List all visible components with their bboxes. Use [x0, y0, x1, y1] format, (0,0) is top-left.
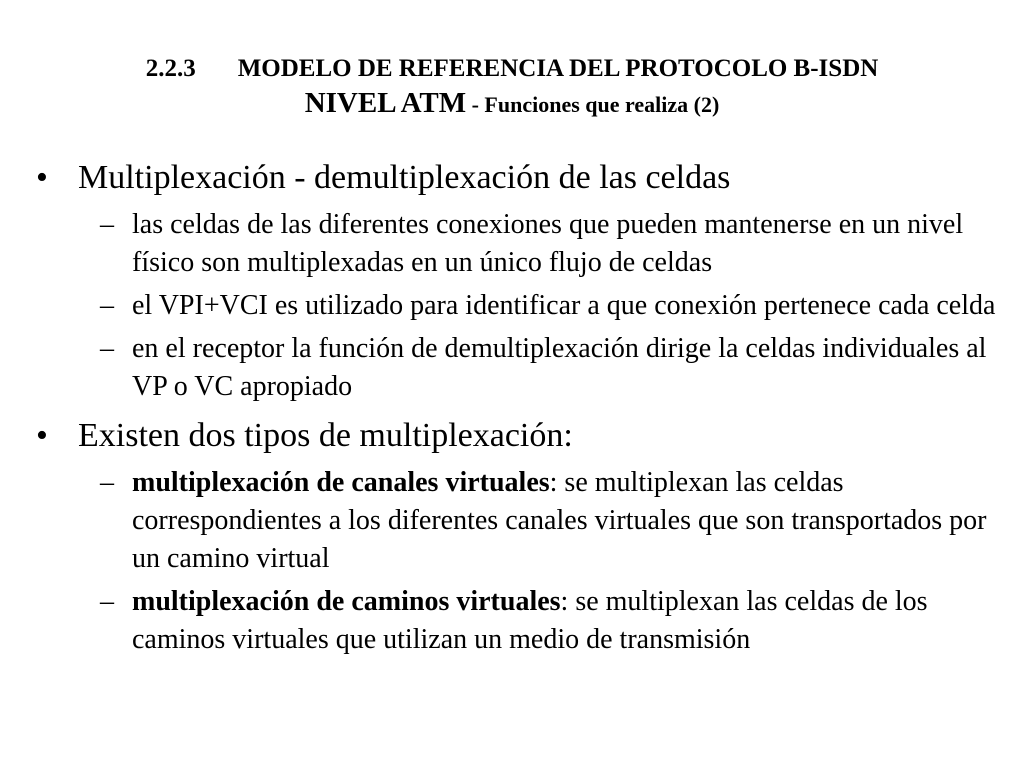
dash-mark: –	[100, 467, 114, 498]
bullet-mark: •	[36, 159, 48, 196]
title-heading: MODELO DE REFERENCIA DEL PROTOCOLO B-ISDN	[237, 55, 879, 82]
bullet-item	[36, 416, 1016, 456]
section-number: 2.2.3	[145, 55, 196, 82]
sub-item-text: el VPI+VCI es utilizado para identificar a que conexión pertenece cada celda	[132, 290, 996, 321]
sub-item	[36, 583, 1016, 659]
sub-item	[36, 464, 1016, 578]
slide-content	[36, 158, 1016, 669]
sub-item-text: en el receptor la función de demultiplexación dirige la celdas individuales al VP o VC apropiado	[132, 333, 987, 402]
sub-item-text: : se multiplexan las celdas correspondientes a los diferentes canales virtuales que son transportados por un camino virtual	[132, 467, 987, 574]
sub-item-bold-term: multiplexación de canales virtuales	[132, 467, 550, 498]
sub-list	[36, 206, 1016, 406]
sub-item-text: las celdas de las diferentes conexiones que pueden mantenerse en un nivel físico son multiplexadas en un único flujo de celdas	[132, 209, 964, 278]
dash-mark: –	[100, 586, 114, 617]
sub-item	[36, 330, 1016, 406]
sub-list	[36, 464, 1016, 659]
slide-title	[0, 52, 1024, 125]
sub-item-text: : se multiplexan las celdas de los caminos virtuales que utilizan un medio de transmisión	[132, 586, 928, 655]
bullet-mark: •	[36, 417, 48, 454]
title-heading-line	[0, 52, 1024, 86]
dash-mark: –	[100, 290, 114, 321]
dash-mark: –	[100, 209, 114, 240]
sub-item	[36, 206, 1016, 282]
title-subheading-line	[0, 86, 1024, 125]
sub-item	[36, 287, 1016, 325]
dash-mark: –	[100, 333, 114, 364]
sub-item-bold-term: multiplexación de caminos virtuales	[132, 586, 561, 617]
bullet-text: Existen dos tipos de multiplexación:	[78, 417, 573, 454]
bullet-item	[36, 158, 1016, 198]
bullet-text: Multiplexación - demultiplexación de las celdas	[78, 159, 731, 196]
subheading-detail: - Funciones que realiza (2)	[466, 92, 720, 117]
subheading-main: NIVEL ATM	[304, 87, 467, 119]
